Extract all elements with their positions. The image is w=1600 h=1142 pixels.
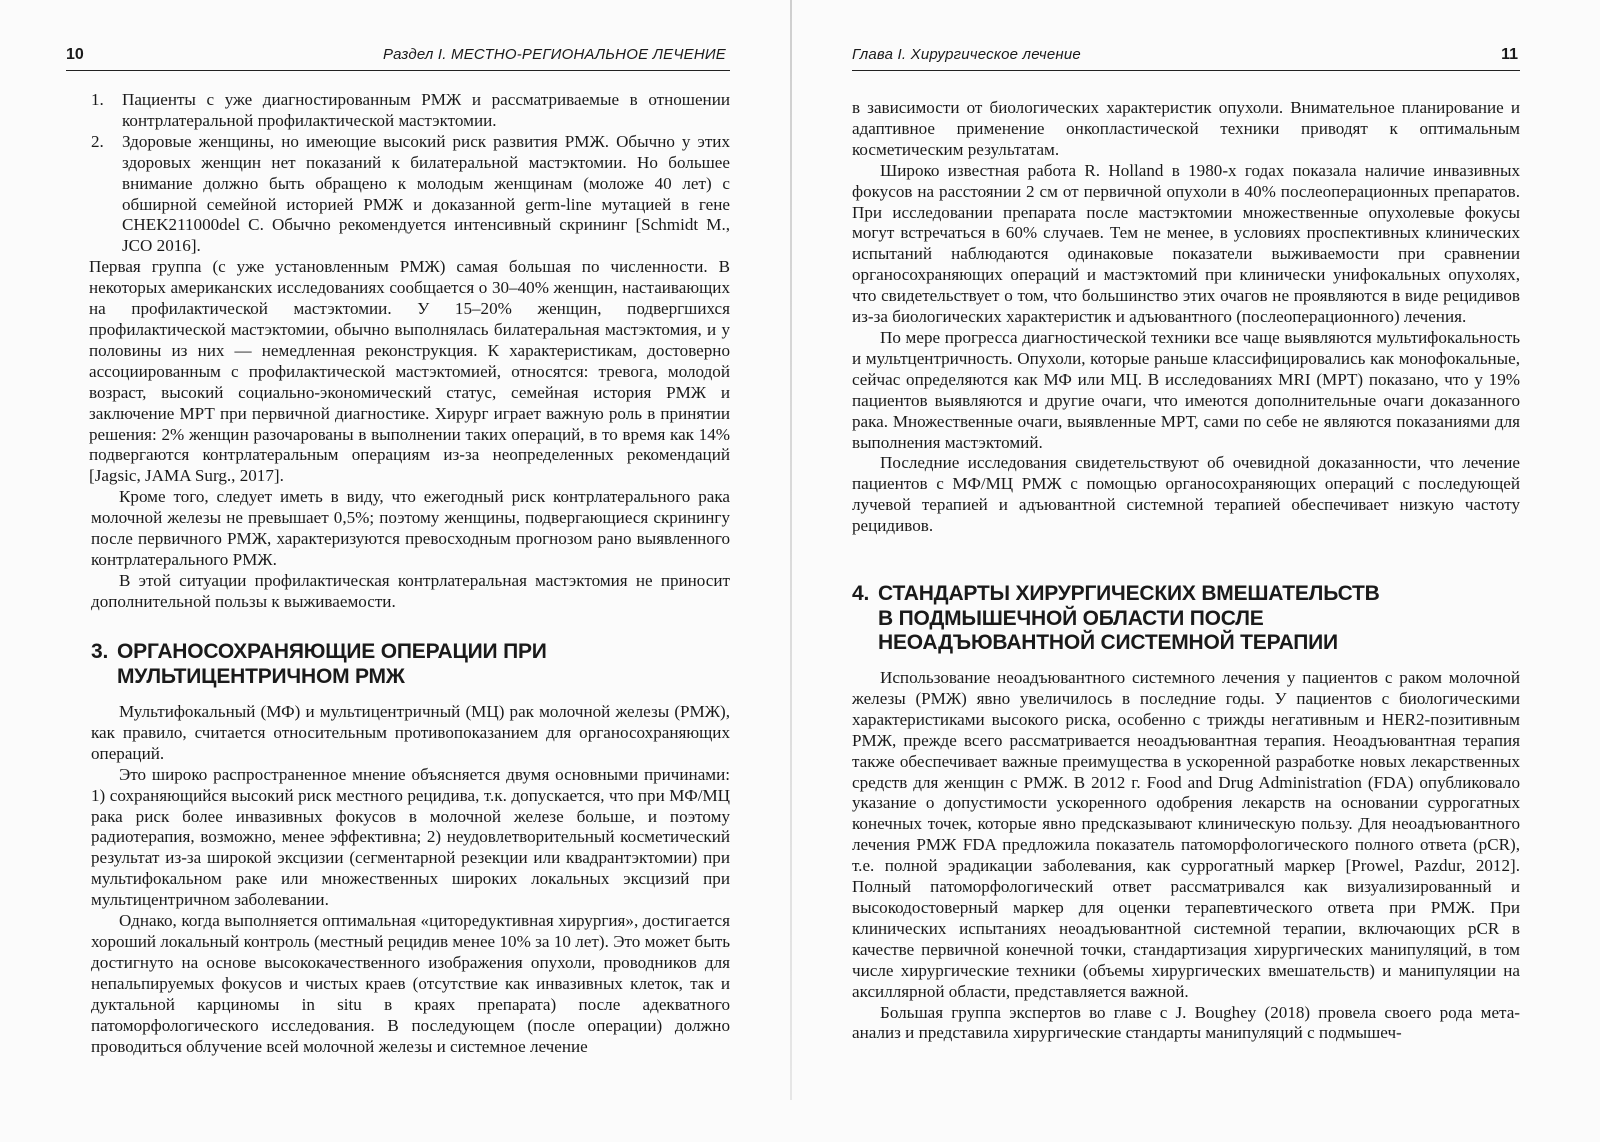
body-text-bottom xyxy=(91,702,730,1057)
section-heading xyxy=(91,640,730,689)
list-number: 1. xyxy=(91,90,104,109)
paragraph: Использование неоадъювантного системного лечения у пациентов с раком молочной железы (РМЖ) явно увеличилось в последние годы. У пациентов с биологическими характеристиками высокого риска, особенно с трижды негативным и HER2-позитивным РМЖ, прежде всего рассматривается неоадъювантная терапия. Неоадъювантная терапия также обеспечивает важные преимущества в ускоренной разработке новых лекарственных средств для женщин с РМЖ. В 2012 г. Food and Drug Administration (FDA) опубликовало указание о допустимости ускоренного одобрения лекарств на основании суррогатных конечных точек, которые явно предсказывают клиническую пользу. Для неоадъювантного лечения РМЖ FDA предложила показатель патоморфологического полного ответа (pCR), т.е. полной эрадикации заболевания, как суррогатный маркер [Prowel, Pazdur, 2012]. Полный патоморфологический ответ рассматривался как визуализированный и высокодостоверный маркер для оценки терапевтического ответа при РМЖ. При клинических испытаниях неоадъювантной системной терапии, включающих pCR в качестве первичной конечной точки, стандартизация хирургических манипуляций, в том числе хирургические техники (объемы хирургических вмешательств) и манипуляции на аксиллярной области, представляется важной. xyxy=(852,668,1520,1001)
paragraph: Мультифокальный (МФ) и мультицентричный (МЦ) рак молочной железы (РМЖ), как правило, считается относительным противопоказанием для органосохраняющих операций. xyxy=(91,702,730,763)
list-item xyxy=(91,90,730,132)
paragraph-continuation: в зависимости от биологических характеристик опухоли. Внимательное планирование и адаптивное применение онкопластической техники приводят к оптимальным косметическим результатам. xyxy=(852,98,1520,159)
section-heading xyxy=(852,582,1520,656)
section-title-line: ОРГАНОСОХРАНЯЮЩИЕ ОПЕРАЦИИ ПРИ xyxy=(117,640,547,663)
paragraph: Однако, когда выполняется оптимальная «циторедуктивная хирургия», достигается хороший локальный контроль (местный рецидив менее 10% за 10 лет). Это может быть достигнуто на основе высококачественного изображения опухоли, проводников для непальпируемых фокусов и чистых краев (отсутствие как инвазивных клеток, так и дуктальной карциномы in situ в краях препарата) после адекватного патоморфологического исследования. В последующем (после операции) должно проводиться облучение всей молочной железы и системное лечение xyxy=(91,911,730,1056)
numbered-list xyxy=(91,90,730,257)
list-text: Здоровые женщины, но имеющие высокий риск развития РМЖ. Обычно у этих здоровых женщин нет показаний к билатеральной мастэктомии. Но большее внимание должно быть обращено к молодым женщинам (моложе 40 лет) с обширной семейной историей РМЖ и доказанной germ-line мутацией в гене CHEK211000del C. Обычно рекомендуется интенсивный скрининг [Schmidt M., JCO 2016]. xyxy=(122,131,730,256)
running-title: Глава I. Хирургическое лечение xyxy=(852,46,1081,63)
running-title: Раздел I. МЕСТНО-РЕГИОНАЛЬНОЕ ЛЕЧЕНИЕ xyxy=(382,46,726,63)
paragraph: Последние исследования свидетельствуют об очевидной доказанности, что лечение пациентов с МФ/МЦ РМЖ с помощью органосохраняющих операций с последующей лучевой терапией и адъювантной системной терапией обеспечивает низкую частоту рецидивов. xyxy=(852,453,1520,536)
book-gutter xyxy=(790,0,792,1100)
section-3-heading-block xyxy=(91,640,730,689)
list-number: 2. xyxy=(91,131,104,151)
section-number: 3. xyxy=(91,640,109,663)
paragraph: Первая группа (с уже установленным РМЖ) самая большая по численности. В некоторых американских исследованиях сообщается о 30–40% женщин, настаивающих на профилактической мастэктомии. У 15–20% женщин, подвергшихся профилактической мастэктомии, обычно выполнялась билатеральная мастэктомия, и у половины из них — немедленная реконструкция. К характеристикам, достоверно ассоциированным с профилактической мастэктомией, относятся: тревога, молодой возраст, высокий социально-экономический статус, семейная история РМЖ и заключение МРТ при первичной диагностике. Хирург играет важную роль в принятии решения: 2% женщин разочарованы в выполнении таких операций, в то время как 14% подвергаются контрлатеральным операциям из-за неопределенных рекомендаций [Jagsic, JAMA Surg., 2017]. xyxy=(89,257,730,486)
body-text-top xyxy=(852,98,1520,537)
list-item xyxy=(91,131,730,257)
page-number: 11 xyxy=(1501,46,1518,63)
paragraph: Широко известная работа R. Holland в 1980-х годах показала наличие инвазивных фокусов на расстоянии 2 см от первичной опухоли в 40% послеоперационных препаратов. При исследовании препарата после мастэктомии множественные опухолевые фокусы могут встречаться в 60% случаев. Тем не менее, в условиях проспективных клинических испытаний наблюдаются одинаковые показатели выживаемости при сравнении органосохраняющих операций и мастэктомий при клинически унифокальных опухолях, что свидетельствует о том, что большинство этих очагов не проявляются в виде рецидивов из-за биологических характеристик и адъювантного (послеоперационного) лечения. xyxy=(852,160,1520,327)
left-page xyxy=(0,0,778,1142)
paragraph: Кроме того, следует иметь в виду, что ежегодный риск контрлатерального рака молочной железы не превышает 0,5%; поэтому женщины, подвергающиеся скринингу после первичного РМЖ, характеризуются превосходным прогнозом рано выявленного контрлатерального РМЖ. xyxy=(91,487,730,569)
page-header xyxy=(852,44,1520,71)
section-title-line: СТАНДАРТЫ ХИРУРГИЧЕСКИХ ВМЕШАТЕЛЬСТВ xyxy=(878,582,1380,605)
right-page xyxy=(808,0,1600,1142)
page-number: 10 xyxy=(66,46,84,63)
section-title-line: В ПОДМЫШЕЧНОЙ ОБЛАСТИ ПОСЛЕ xyxy=(878,606,1264,630)
paragraph: В этой ситуации профилактическая контрлатеральная мастэктомия не приносит дополнительной пользы к выживаемости. xyxy=(91,570,730,611)
paragraph: По мере прогресса диагностической техники все чаще выявляются мультифокальность и мультцентричность. Опухоли, которые раньше классифицировались как монофокальные, сейчас определяются как МФ или МЦ. В исследованиях MRI (МРТ) показано, что у 19% пациентов выявляются и другие очаги, что имеются дополнительные очаги доказанного рака. Множественные очаги, выявленные МРТ, сами по себе не являются показаниями для выполнения мастэктомий. xyxy=(852,327,1520,452)
body-text-bottom xyxy=(852,668,1520,1044)
list-text: Пациенты с уже диагностированным РМЖ и рассматриваемые в отношении контрлатеральной профилактической мастэктомии. xyxy=(122,90,730,130)
section-title-line: НЕОАДЪЮВАНТНОЙ СИСТЕМНОЙ ТЕРАПИИ xyxy=(878,631,1338,654)
body-text-top xyxy=(91,90,730,613)
paragraph: Это широко распространенное мнение объясняется двумя основными причинами: 1) сохраняющийся высокий риск местного рецидива, т.к. допускается, что при МФ/МЦ рака риск более инвазивных фокусов в молочной железе больше, и поэтому радиотерапия, возможно, менее эффективна; 2) неудовлетворительный косметический результат из-за широкой эксцизии (сегментарной резекции или квадрантэктомии) при мультифокальном раке или множественных широких локальных эксцизий при мультицентричном заболевании. xyxy=(91,764,730,910)
page-header xyxy=(66,44,730,71)
section-title-line: МУЛЬТИЦЕНТРИЧНОМ РМЖ xyxy=(117,664,405,688)
section-4-heading-block xyxy=(852,582,1520,656)
paragraph: Большая группа экспертов во главе с J. Boughey (2018) провела своего рода мета-анализ и представила хирургические стандарты манипуляций с подмышеч- xyxy=(852,1002,1520,1043)
section-number: 4. xyxy=(852,582,870,605)
